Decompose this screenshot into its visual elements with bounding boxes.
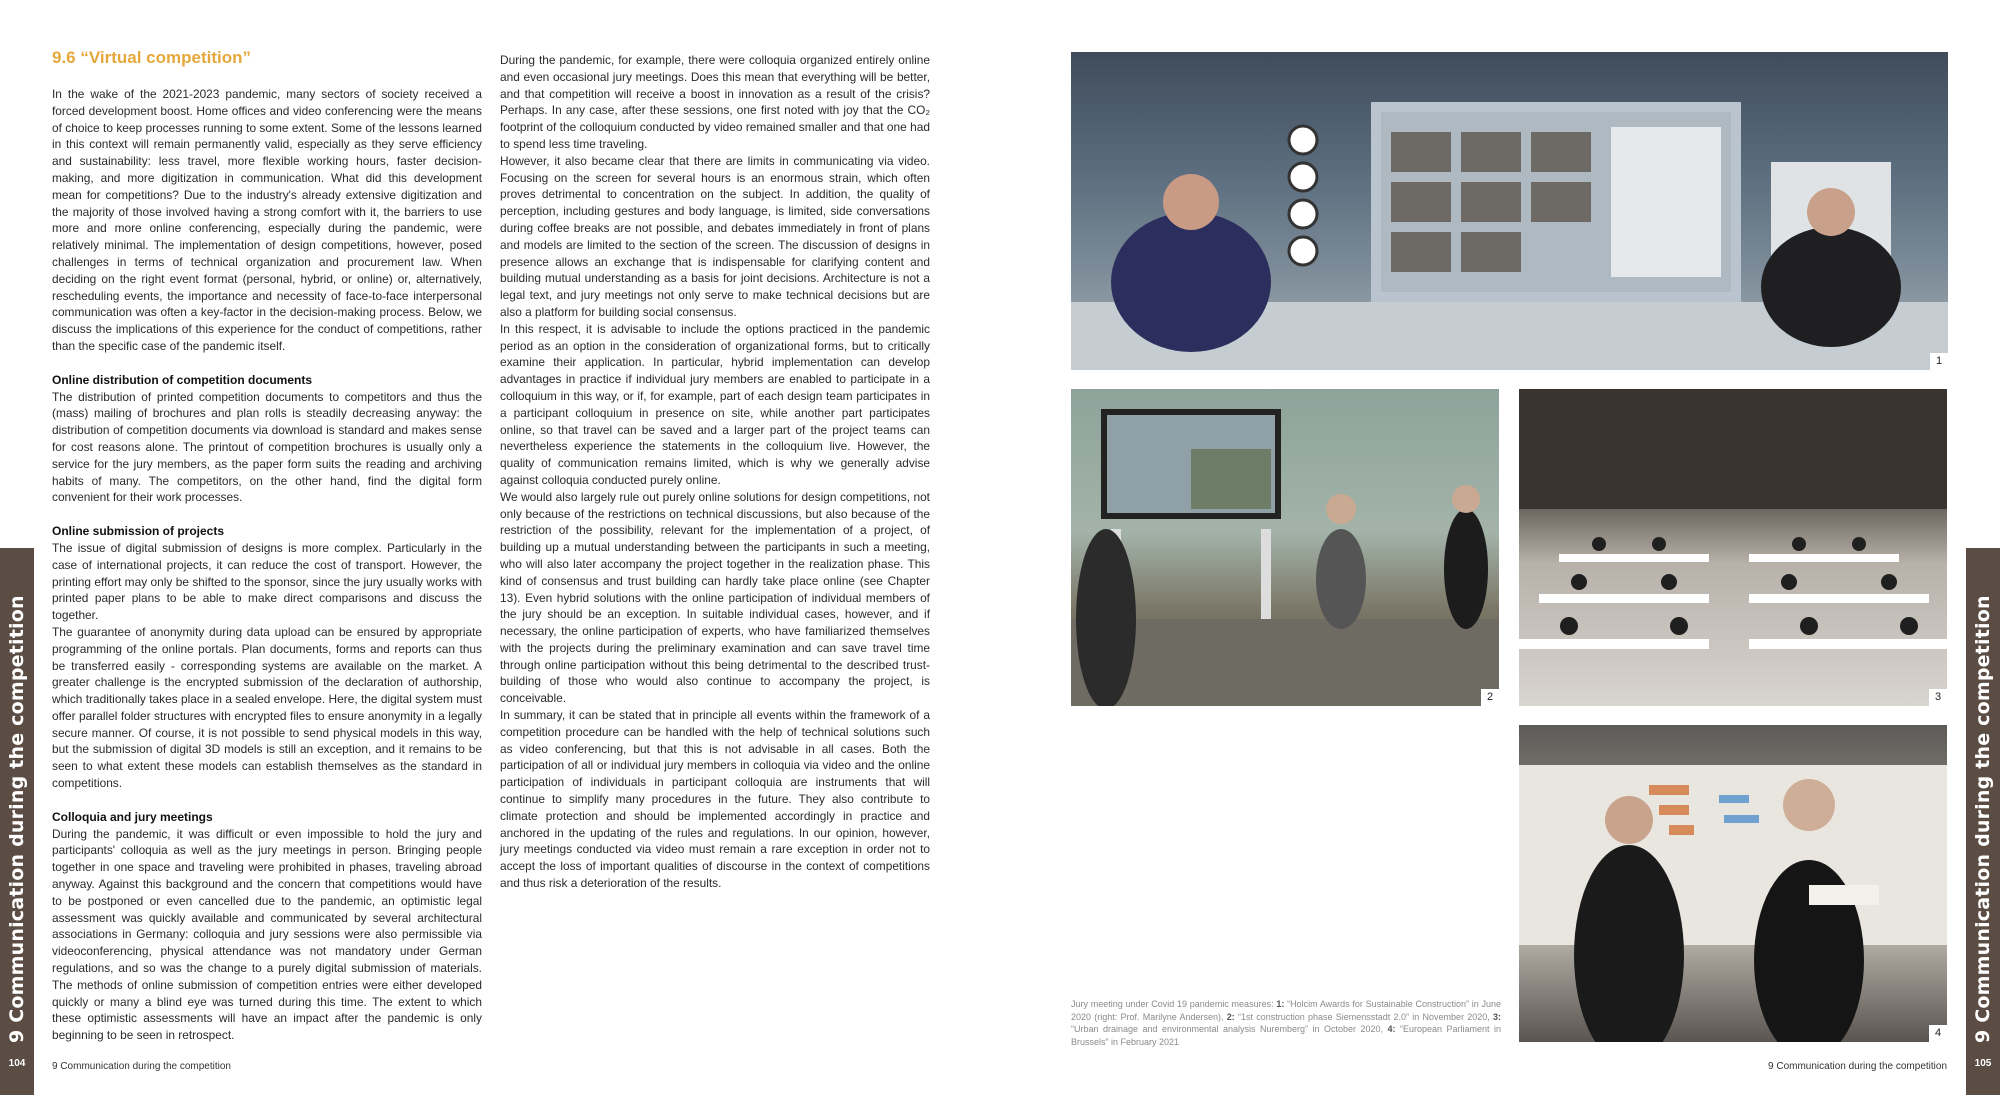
heading-colloquia: Colloquia and jury meetings bbox=[52, 809, 213, 824]
caption-number-2: 2: bbox=[1226, 1011, 1235, 1022]
text-column-1 bbox=[52, 86, 482, 1044]
photo-presentation-masks bbox=[1519, 725, 1947, 1042]
page-number-right: 105 bbox=[1974, 1058, 1992, 1069]
photo-number-1: 1 bbox=[1930, 353, 1948, 370]
paragraph-online-submission-1: The issue of digital submission of designs is more complex. Particularly in the case of international projects, it can reduce the cost of transport. However, the printing effort may only be shifted to the sponsor, since the jury usually works with printed paper plans to be able to make direct comparisons and discuss the together. bbox=[52, 540, 482, 623]
paragraph-online-submission-2: The guarantee of anonymity during data upload can be ensured by appropriate programming of the online portals. Plan documents, forms and reports can thus be transferred easily - corresponding systems are available on the market. A greater challenge is the encrypted submission of the declaration of authorship, which traditionally takes place in a sealed envelope. Here, the digital system must offer parallel folder structures with encrypted files to ensure anonymity in a legally secure manner. Of course, it is not possible to send physical models in this way, but the submission of digital 3D models is still an exception, and it remains to be seen to what extent these models can establish themselves as the standard in competitions. bbox=[52, 624, 482, 791]
heading-online-submission: Online submission of projects bbox=[52, 524, 225, 539]
caption-number-1: 1: bbox=[1276, 999, 1285, 1009]
caption-text-3: “Urban drainage and environmental analysis Nuremberg” in October 2020, bbox=[1071, 1024, 1388, 1034]
running-footer-right: 9 Communication during the competition bbox=[1768, 1061, 1947, 1072]
caption-text-4: “European Parliament in Brussels” in February 2021 bbox=[1071, 1024, 1501, 1047]
chapter-side-tab bbox=[0, 548, 34, 1095]
chapter-side-tab-right bbox=[1966, 548, 2000, 1095]
paragraph-colloquia: During the pandemic, it was difficult or even impossible to hold the jury and participants' colloquia as well as the jury meetings in person. Bringing people together in one space and traveling were prohibited in phases, traveling abroad anyway. Against this background and the concern that competitions would have to be postponed or even cancelled due to the pandemic, an optimistic legal assessment was quickly available and communicated by several architectural associations in Germany: colloquia and jury sessions were also permissible via videoconferencing, physical attendance was not mandatory under German regulations, and so was the change to a purely digital submission of materials. The methods of online submission of competition entries were either developed quickly or many a blind eye was turned during this time. The extent to which these optimistic assessments will have an impact after the pandemic is only beginning to be seen in retrospect. bbox=[52, 826, 482, 1043]
photo-video-conference bbox=[1071, 52, 1948, 370]
intro-paragraph: In the wake of the 2021-2023 pandemic, many sectors of society received a forced development boost. Home offices and video conferencing were the means of choice to keep processes running to some extent. Some of the lessons learned in this context will remain permanently valid, especially as they serve efficiency and sustainability: less travel, more flexible working hours, faster decision-making, and more digitization in communication. What did this development mean for competitions? Due to the industry's already extensive digitization and the majority of those involved having a strong comfort with it, the barriers to use more and more online conferencing, especially during the pandemic, were relatively minimal. The implementation of design competitions, however, posed challenges in terms of technical organization and procurement law. When deciding on the right event format (personal, hybrid, or online) or, alternatively, rescheduling events, the importance and necessity of face-to-face interpersonal communication was often a key-factor in the decision-making process. Below, we discuss the implications of this experience for the conduct of competitions, rather than the specific case of the pandemic itself. bbox=[52, 87, 482, 353]
paragraph-2-1: During the pandemic, for example, there were colloquia organized entirely online and even occasional jury meetings. Does this mean that everything will be better, and that competition will receive a boost in innovation as a result of the crisis? Perhaps. In any case, after these sessions, one first noted with joy that the CO₂ footprint of the colloquium conducted by video remained smaller and that one had to spend less time traveling. bbox=[500, 53, 930, 151]
paragraph-online-distribution: The distribution of printed competition documents to competitors and thus the (mass) mailing of brochures and plan rolls is steadily decreasing anyway: the distribution of competition documents via download is standard and makes sense for cost reasons alone. The printout of competition brochures is usually only a service for the jury members, as the paper form suits the reading and archiving habits of many. The competitors, on the other hand, find the digital form convenient for their work processes. bbox=[52, 389, 482, 505]
caption-lead: Jury meeting under Covid 19 pandemic measures: bbox=[1071, 999, 1277, 1009]
chapter-tab-label-right: 9 Communication during the competition bbox=[1972, 595, 1994, 1043]
caption-text-1: “Holcim Awards for Sustainable Construction” in June 2020 (right: Prof. Marilyne Andersen), bbox=[1071, 999, 1501, 1022]
photo-jury-hall bbox=[1519, 389, 1947, 706]
presentation-illustration bbox=[1519, 725, 1947, 1042]
paragraph-2-4: We would also largely rule out purely online solutions for design competitions, not only because of the restrictions on technical discussions, but also because of the restriction of the possibility, relevant for the implementation of a project, of building up a mutual understanding between the participants in such a meeting, who will also later accompany the project together in the realization phase. This kind of consensus and trust building can hardly take place online (see Chapter 13). Even hybrid solutions with the online participation of individual members of the jury should be an exception. In suitable individual cases, however, and if necessary, the online participation of experts, who have familiarized themselves with the projects during the preliminary examination and can save travel time through online participation without this being detrimental to the described trust-building of those who would also continue to accompany the project, is conceivable. bbox=[500, 489, 930, 706]
caption-number-3: 3: bbox=[1492, 1011, 1501, 1022]
photo-number-4: 4 bbox=[1929, 1025, 1947, 1042]
page-number: 104 bbox=[8, 1058, 26, 1069]
photo-number-2: 2 bbox=[1481, 689, 1499, 706]
text-column-2 bbox=[500, 52, 930, 892]
photo-hybrid-colloquium bbox=[1071, 389, 1499, 706]
chapter-tab-label: 9 Communication during the competition bbox=[6, 595, 28, 1043]
jury-hall-illustration bbox=[1519, 389, 1947, 706]
caption-text-2: “1st construction phase Siemensstadt 2.0” in November 2020, bbox=[1234, 1011, 1493, 1022]
heading-online-distribution: Online distribution of competition documents bbox=[52, 372, 312, 387]
paragraph-2-3: In this respect, it is advisable to include the options practiced in the pandemic period as an option in the consideration of organizational forms, but to critically examine their application. In particular, hybrid implementation can develop advantages in practice if individual jury members are enabled to participate in a colloquium in this way, or if, for example, part of each design team participates in a participant colloquium in presence on site, while another part participates online, so that travel can be saved and a larger part of the project teams can nevertheless experience the statements in the colloquium live. However, the quality of communication remains limited, which is why we generally advise against colloquia conducted purely online. bbox=[500, 321, 930, 487]
hybrid-colloquium-illustration bbox=[1071, 389, 1499, 706]
caption-number-4: 4: bbox=[1387, 1024, 1396, 1034]
photo-number-3: 3 bbox=[1929, 689, 1947, 706]
paragraph-2-5: In summary, it can be stated that in principle all events within the framework of a competition procedure can be handled with the help of technical solutions such as video conferencing, but that this is not advisable in all cases. Both the participation of all or individual jury members in colloquia via video and the online participation of individuals in participant colloquia are instruments that will continue to simplify many procedures in the future. They also contribute to climate protection and should be implemented accordingly in practice and anchored in the updating of the rules and regulations. In our opinion, however, jury meetings conducted via video must remain a rare exception in order not to accept the loss of important qualities of discourse in the context of competitions and thus risk a deterioration of the results. bbox=[500, 708, 930, 891]
section-title: 9.6 “Virtual competition” bbox=[52, 48, 252, 67]
paragraph-2-2: However, it also became clear that there are limits in communicating via video. Focusing on the screen for several hours is an enormous strain, which often proves detrimental to concentration on the subject. In addition, the quality of perception, including gestures and body language, is limited, side conversations during coffee breaks are not possible, and debates immediately in front of plans and models are limited to the section of the screen. The discussion of designs in presence allows an exchange that is indispensable for clarifying content and building mutual understanding as a basis for joint decisions. Architecture is not a legal text, and jury meetings not only serve to make technical decisions but are also a platform for building social consensus. bbox=[500, 153, 930, 319]
running-footer: 9 Communication during the competition bbox=[52, 1061, 231, 1072]
photo-caption bbox=[1071, 998, 1501, 1048]
video-conference-illustration bbox=[1071, 52, 1948, 370]
